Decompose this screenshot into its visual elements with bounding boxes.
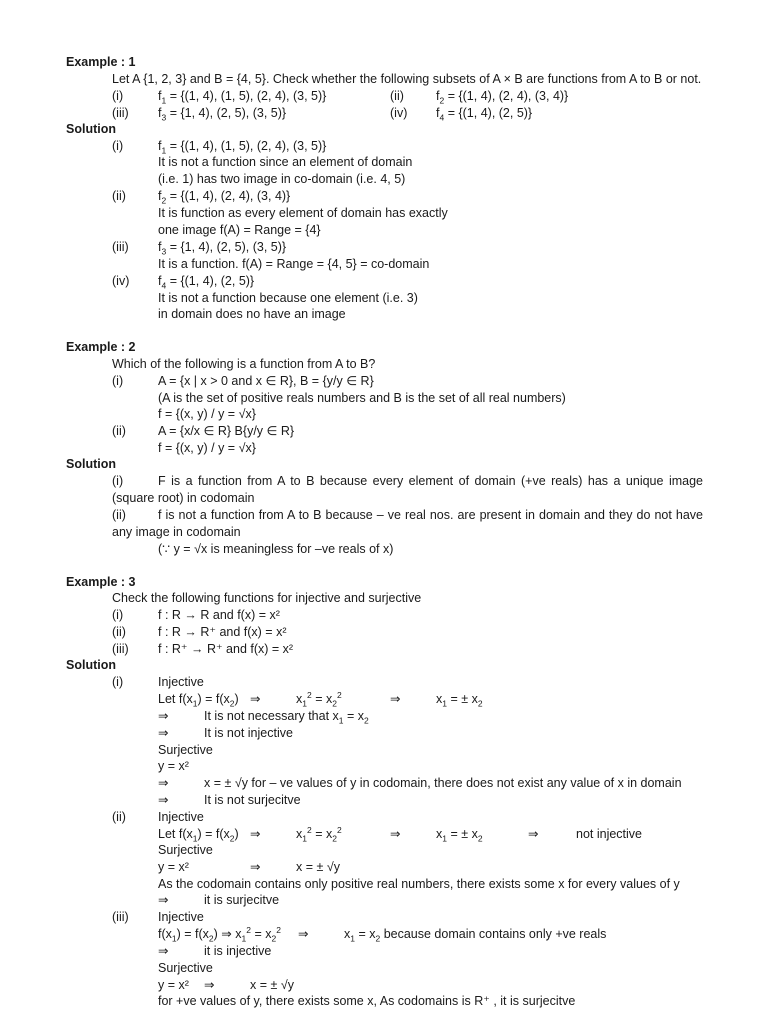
solution-text: It is not surjecitve <box>204 793 301 807</box>
question-num: (iii) <box>112 642 129 656</box>
solution-num: (i) <box>112 675 124 689</box>
question-num: (i) <box>112 374 124 388</box>
implies-symbol: ⇒ <box>158 776 169 790</box>
solution-heading: Solution <box>66 457 116 471</box>
question-text: f = {(x, y) / y = √x} <box>158 441 256 455</box>
implies-symbol: ⇒ <box>158 793 169 807</box>
example-3-intro: Check the following functions for injective and surjective <box>112 591 422 605</box>
question-num: (ii) <box>112 625 126 639</box>
question-num: (ii) <box>112 424 126 438</box>
implies-symbol: ⇒ <box>250 860 261 874</box>
implies-symbol: ⇒ <box>528 827 539 841</box>
solution-text: it is injective <box>204 944 272 958</box>
implies-symbol: ⇒ <box>298 927 309 941</box>
question-text: (A is the set of positive reals numbers and B is the set of all real numbers) <box>158 391 566 405</box>
solution-text: for +ve values of y, there exists some x, As codomains is R⁺ , it is surjecitve <box>158 994 576 1008</box>
question-num: (iii) <box>112 106 129 120</box>
solution-text: F is a function from A to B because every element of domain (+ve reals) has a unique image <box>158 474 703 488</box>
question-num: (i) <box>112 608 124 622</box>
implies-symbol: ⇒ <box>204 978 215 992</box>
example-1-intro: Let A {1, 2, 3} and B = {4, 5}. Check whether the following subsets of A × B are functions from A to B or not. <box>112 72 702 86</box>
solution-text: it is surjecitve <box>204 893 280 907</box>
equation: Let $f(x_1) = f(x_2)$ <box>158 692 239 709</box>
solution-num: (i) <box>112 139 124 153</box>
solution-heading: Solution <box>66 658 116 672</box>
question-num: (i) <box>112 89 124 103</box>
implies-symbol: ⇒ <box>390 827 401 841</box>
injective-label: Injective <box>158 810 204 824</box>
solution-num: (i) <box>112 474 124 488</box>
solution-text: any image in codomain <box>112 525 241 539</box>
solution-text: It is function as every element of domain has exactly <box>158 206 448 220</box>
solution-text: (∵ y = √x is meaningless for –ve reals of x) <box>158 542 394 556</box>
question-text: A = {x/x ∈ R} B{y/y ∈ R} <box>158 424 295 438</box>
solution-text: It is not a function since an element of domain <box>158 155 413 169</box>
solution-set: $f_4 = \{(1$, 4), (2, 5)} <box>158 274 255 291</box>
equation: x = ± √y <box>250 978 294 992</box>
question-set: $f_4 = \{(1$, 4), (2, 5)} <box>436 106 533 123</box>
solution-text: As the codomain contains only positive real numbers, there exists some x for every values of y <box>158 877 680 891</box>
equation: $x_1 = x_2$ because domain contains only +ve reals <box>344 927 607 944</box>
equation: $f(x_1) = f(x_2)$ ⇒ $x_1^2 = x_2^2$ <box>158 924 281 944</box>
solution-text: It is a function. f(A) = Range = {4, 5} = co-domain <box>158 257 430 271</box>
solution-num: (iii) <box>112 240 129 254</box>
question-text: f = {(x, y) / y = √x} <box>158 407 256 421</box>
solution-text: x = ± √y for – ve values of y in codomain, there does not exist any value of x in domain <box>204 776 682 790</box>
question-text: f : R → R⁺ and f(x) = x² <box>158 625 287 639</box>
solution-text: one image f(A) = Range = {4} <box>158 223 321 237</box>
question-num: (iv) <box>390 106 408 120</box>
surjective-label: Surjective <box>158 843 213 857</box>
solution-set: $f_1 = \{(1$, 4), (1, 5), (2, 4), (3, 5)} <box>158 139 327 156</box>
surjective-label: Surjective <box>158 743 213 757</box>
injective-label: Injective <box>158 910 204 924</box>
solution-set: $f_3 = \{1$, 4), (2, 5), (3, 5)} <box>158 240 287 257</box>
solution-text: It is not necessary that $x_1 = x_2$ <box>204 709 369 726</box>
implies-symbol: ⇒ <box>250 827 261 841</box>
solution-text: not injective <box>576 827 643 841</box>
solution-num: (ii) <box>112 810 126 824</box>
implies-symbol: ⇒ <box>158 709 169 723</box>
equation: $x_1$ = ± $x_2$ <box>436 692 483 709</box>
implies-symbol: ⇒ <box>158 726 169 740</box>
equation: Let $f(x_1) = f(x_2)$ <box>158 827 239 844</box>
solution-text: f is not a function from A to B because – ve real nos. are present in domain and they do not have <box>158 508 703 522</box>
solution-num: (ii) <box>112 189 126 203</box>
injective-label: Injective <box>158 675 204 689</box>
equation: $x_1^2 = x_2^2$ <box>296 689 342 709</box>
solution-num: (iv) <box>112 274 130 288</box>
implies-symbol: ⇒ <box>158 893 169 907</box>
question-set: $f_2 = \{(1$, 4), (2, 4), (3, 4)} <box>436 89 569 106</box>
solution-set: $f_2 = \{(1$, 4), (2, 4), (3, 4)} <box>158 189 291 206</box>
solution-text: It is not injective <box>204 726 293 740</box>
equation: $x_1^2 = x_2^2$ <box>296 824 342 844</box>
question-set: $f_3 = \{1$, 4), (2, 5), (3, 5)} <box>158 106 287 123</box>
solution-text: It is not a function because one element (i.e. 3) <box>158 291 418 305</box>
implies-symbol: ⇒ <box>250 692 261 706</box>
example-1-heading: Example : 1 <box>66 55 136 69</box>
solution-text: (square root) in codomain <box>112 491 255 505</box>
surjective-label: Surjective <box>158 961 213 975</box>
question-text: f : R → R and f(x) = x² <box>158 608 280 622</box>
equation: $x_1$ = ± $x_2$ <box>436 827 483 844</box>
question-text: f : R⁺ → R⁺ and f(x) = x² <box>158 642 294 656</box>
implies-symbol: ⇒ <box>158 944 169 958</box>
equation: y = x² <box>158 759 189 773</box>
solution-num: (ii) <box>112 508 126 522</box>
example-3-heading: Example : 3 <box>66 575 136 589</box>
equation: x = ± √y <box>296 860 340 874</box>
implies-symbol: ⇒ <box>390 692 401 706</box>
solution-num: (iii) <box>112 910 129 924</box>
example-2-heading: Example : 2 <box>66 340 136 354</box>
solution-text: in domain does no have an image <box>158 307 346 321</box>
solution-heading: Solution <box>66 122 116 136</box>
question-num: (ii) <box>390 89 404 103</box>
example-2-intro: Which of the following is a function from A to B? <box>112 357 376 371</box>
equation: y = x² <box>158 978 189 992</box>
equation: y = x² <box>158 860 189 874</box>
question-text: A = {x | x > 0 and x ∈ R}, B = {y/y ∈ R} <box>158 374 374 388</box>
question-set: $f_1 = \{(1$, 4), (1, 5), (2, 4), (3, 5)} <box>158 89 327 106</box>
solution-text: (i.e. 1) has two image in co-domain (i.e. 4, 5) <box>158 172 406 186</box>
